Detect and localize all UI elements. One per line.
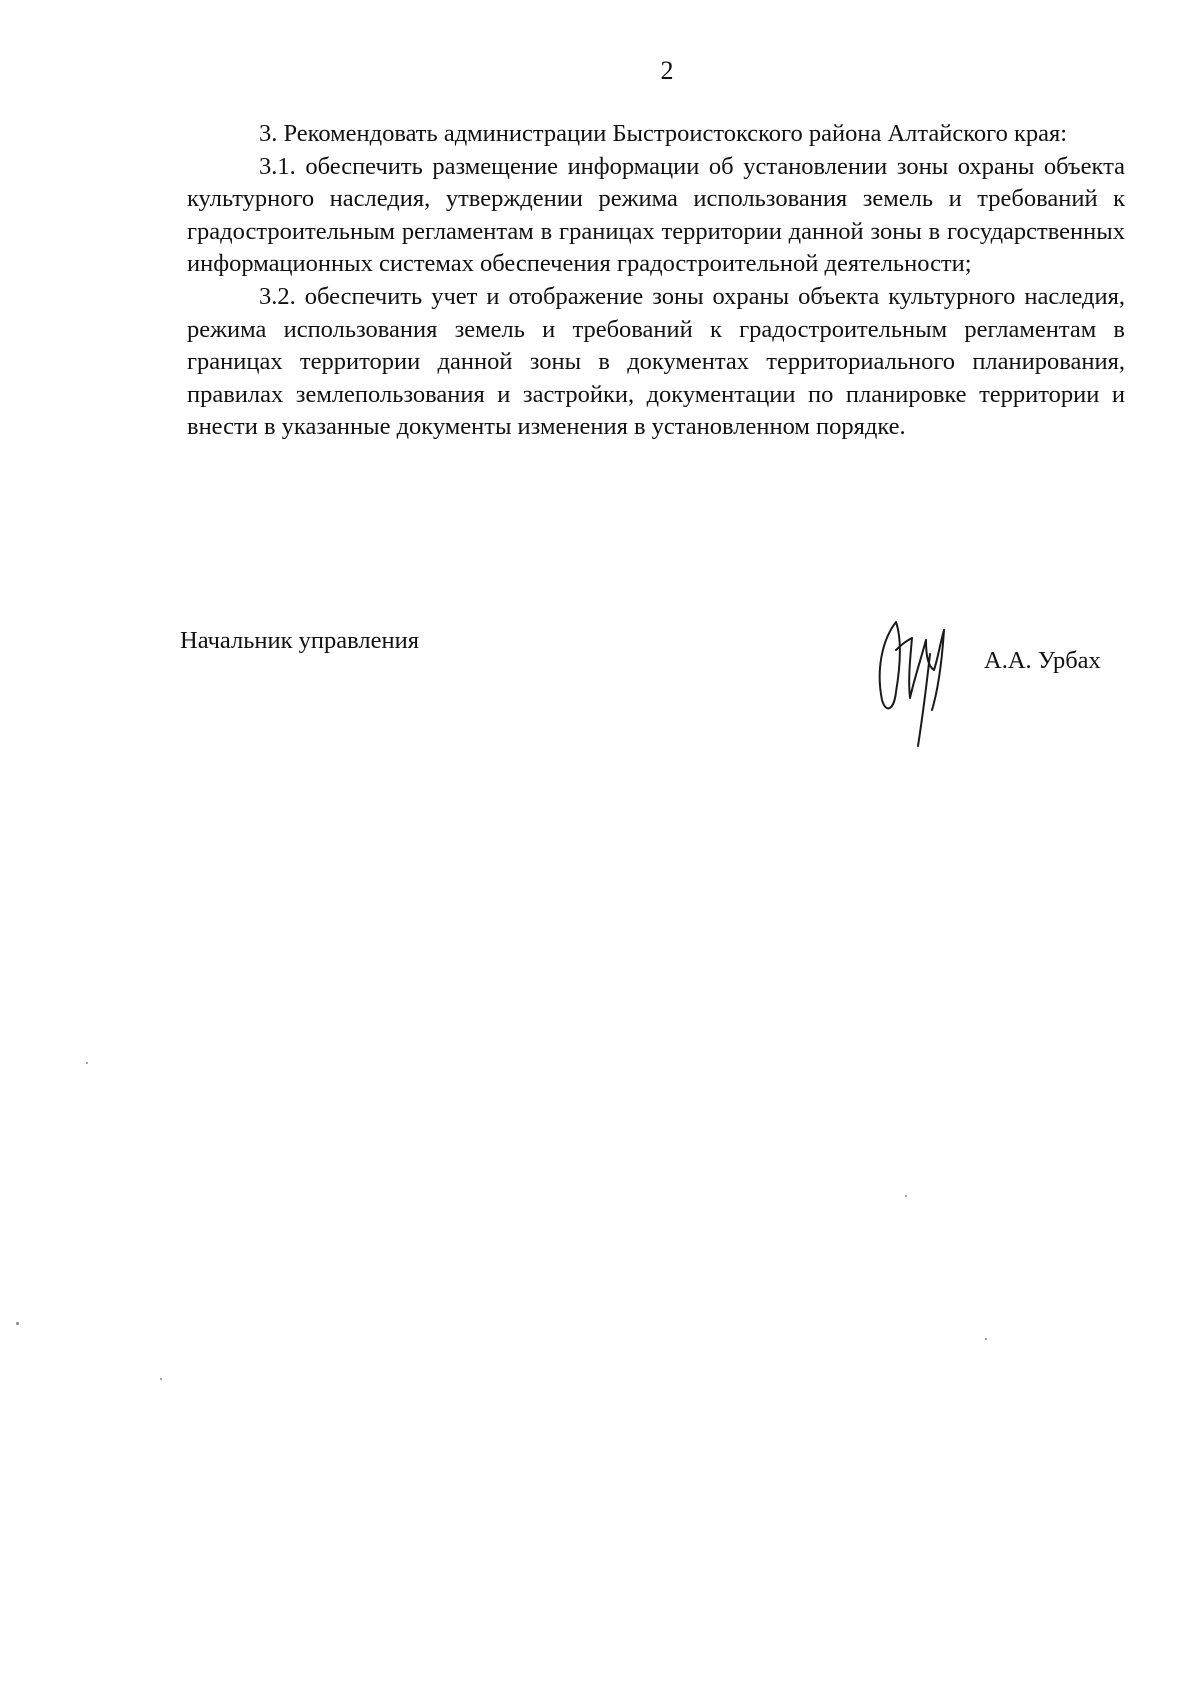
paragraph-3-2: 3.2. обеспечить учет и отображение зоны охраны объекта культурного наследия, режима использования земель и требований к градостроительным регламентам в границах территории данной зоны в документах территориального планирования, правилах землепользования и застройки, документации по планировке территории и внести в указанные документы изменения в установленном порядке.	[187, 282, 1125, 441]
scan-speck	[16, 1322, 19, 1325]
scan-speck	[160, 1378, 162, 1380]
signer-position: Начальник управления	[180, 627, 419, 654]
page-number: 2	[660, 56, 674, 85]
signer-name: А.А. Урбах	[984, 647, 1101, 674]
scan-speck	[905, 1195, 907, 1197]
scan-speck	[985, 1338, 987, 1340]
handwritten-signature-icon	[860, 610, 970, 750]
document-body	[187, 118, 1125, 444]
scan-speck	[86, 1062, 88, 1064]
paragraph-3-1: 3.1. обеспечить размещение информации об установлении зоны охраны объекта культурного наследия, утверждении режима использования земель и требований к градостроительным регламентам в границах территории данной зоны в государственных информационных системах обеспечения градостроительной деятельности;	[187, 152, 1125, 278]
paragraph-3: 3. Рекомендовать администрации Быстроистокского района Алтайского края:	[259, 120, 1068, 147]
